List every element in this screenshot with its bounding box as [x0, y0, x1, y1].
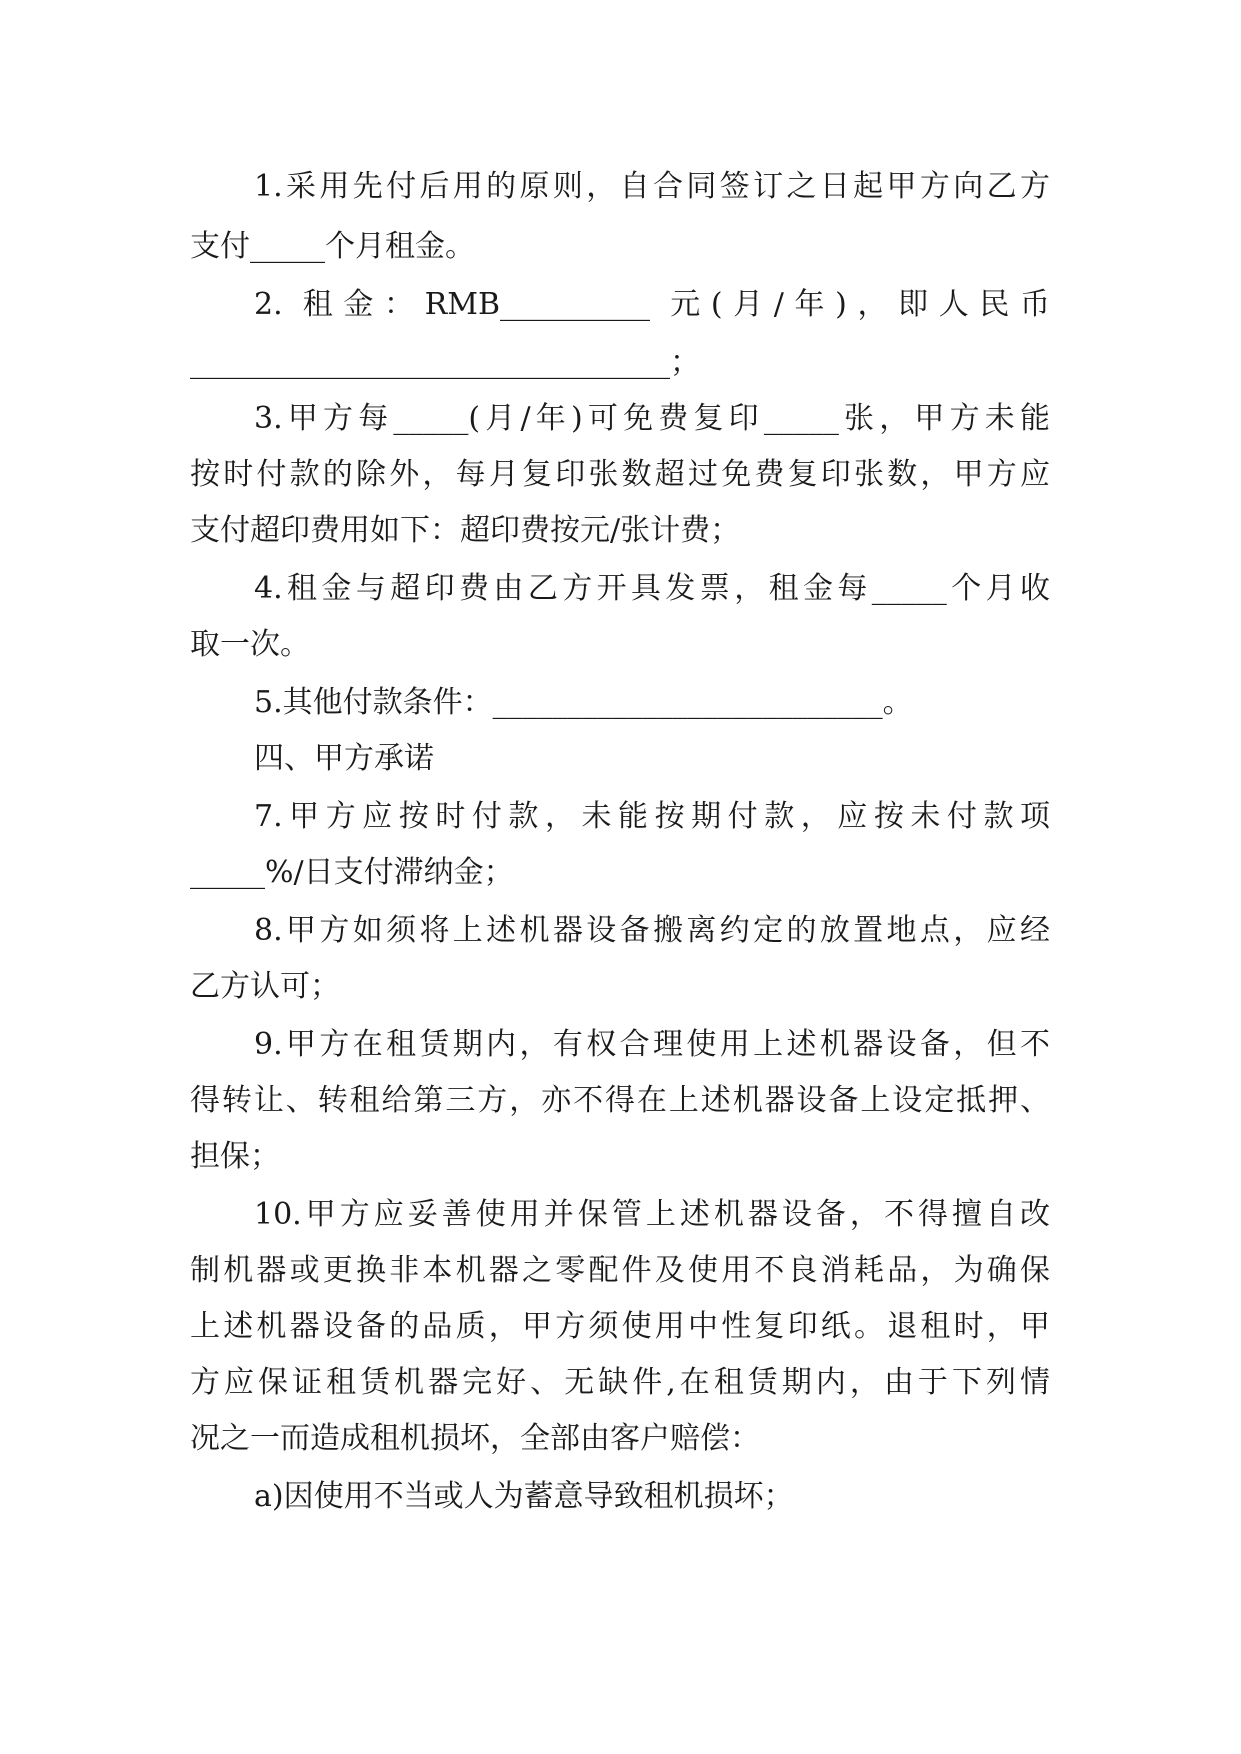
paragraph-line: 得转让、转租给第三方，亦不得在上述机器设备上设定抵押、 [190, 1083, 1050, 1118]
paragraph-line: 7.甲方应按时付款，未能按期付款，应按未付款项 [254, 799, 1050, 834]
paragraph-line: 上述机器设备的品质，甲方须使用中性复印纸。退租时，甲 [190, 1309, 1050, 1344]
paragraph-line: 9.甲方在租赁期内，有权合理使用上述机器设备，但不 [254, 1027, 1050, 1062]
paragraph-line: 8.甲方如须将上述机器设备搬离约定的放置地点，应经 [254, 913, 1050, 948]
paragraph-line: 5.其他付款条件：__________________________。 [254, 685, 913, 720]
paragraph-line: 担保； [190, 1139, 280, 1174]
paragraph-line: 方应保证租赁机器完好、无缺件,在租赁期内，由于下列情 [190, 1365, 1050, 1400]
paragraph-line: 4.租金与超印费由乙方开具发票，租金每_____个月收 [254, 571, 1050, 606]
section-heading: 四、甲方承诺 [254, 741, 434, 776]
paragraph-line: 制机器或更换非本机器之零配件及使用不良消耗品，为确保 [190, 1253, 1050, 1288]
paragraph-line: 3.甲方每_____(月/年)可免费复印_____张，甲方未能 [254, 401, 1050, 436]
paragraph-line: 乙方认可； [190, 969, 340, 1004]
paragraph-line: 支付超印费用如下：超印费按元/张计费； [190, 513, 741, 548]
list-item: a)因使用不当或人为蓄意导致租机损坏； [254, 1479, 794, 1514]
paragraph-line: ________________________________； [190, 345, 700, 380]
paragraph-line: 10.甲方应妥善使用并保管上述机器设备，不得擅自改 [254, 1197, 1050, 1232]
paragraph-line: 支付_____个月租金。 [190, 229, 475, 264]
paragraph-line: 况之一而造成租机损坏，全部由客户赔偿： [190, 1421, 760, 1456]
paragraph-line: 按时付款的除外，每月复印张数超过免费复印张数，甲方应 [190, 457, 1050, 492]
paragraph-line: _____%/日支付滞纳金； [190, 855, 514, 890]
paragraph-line: 2. 租金：RMB__________ 元(月/年)，即人民币 [254, 287, 1050, 322]
paragraph-line: 1.采用先付后用的原则，自合同签订之日起甲方向乙方 [254, 169, 1050, 204]
paragraph-line: 取一次。 [190, 627, 310, 662]
